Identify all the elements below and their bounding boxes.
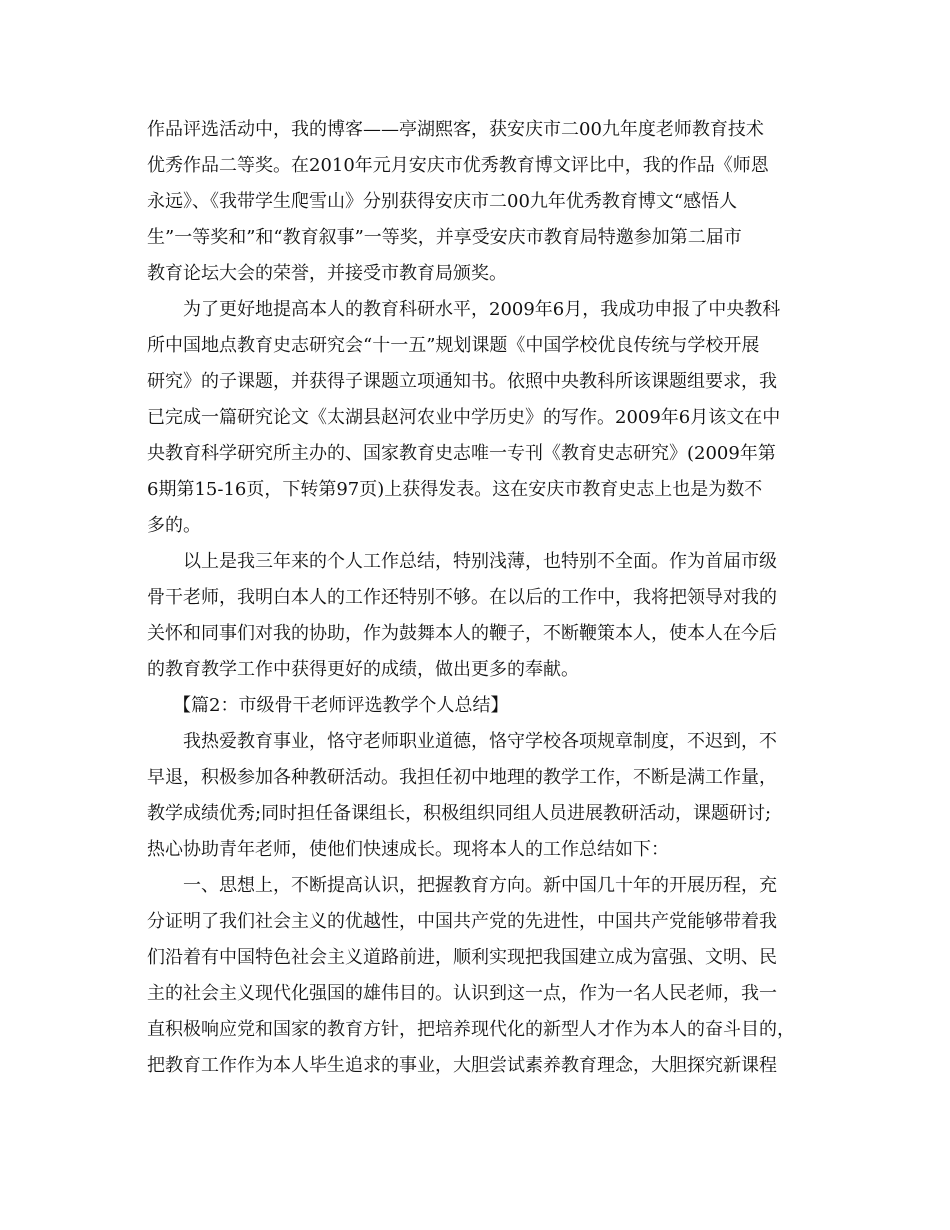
text-line: 骨干老师，我明白本人的工作还特别不够。在以后的工作中，我将把领导对我的 [147, 587, 777, 608]
text-line: 以上是我三年来的个人工作总结，特别浅薄，也特别不全面。作为首届市级 [183, 551, 777, 572]
text-line: 优秀作品二等奖。在2010年元月安庆市优秀教育博文评比中，我的作品《师恩 [147, 155, 769, 176]
text-line: 一、思想上，不断提高认识，把握教育方向。新中国几十年的开展历程，充 [183, 875, 777, 896]
text-line: 所中国地点教育史志研究会“十一五”规划课题《中国学校优良传统与学校开展 [147, 335, 760, 356]
text-line: 早退，积极参加各种教研活动。我担任初中地理的教学工作，不断是满工作量， [147, 767, 777, 788]
text-line: 们沿着有中国特色社会主义道路前进，顺利实现把我国建立成为富强、文明、民 [147, 947, 777, 968]
document-body [147, 112, 807, 1084]
text-line: 研究》的子课题，并获得子课题立项通知书。依照中央教科所该课题组要求，我 [147, 371, 777, 392]
text-line: 我热爱教育事业，恪守老师职业道德，恪守学校各项规章制度，不迟到，不 [183, 731, 777, 752]
text-line: 6期第15-16页，下转第97页)上获得发表。这在安庆市教育史志上也是为数不 [147, 479, 763, 500]
text-line: 永远》、《我带学生爬雪山》分别获得安庆市二00九年优秀教育博文“感悟人 [147, 191, 738, 212]
text-line: 热心协助青年老师，使他们快速成长。现将本人的工作总结如下： [147, 839, 669, 860]
text-line: 分证明了我们社会主义的优越性，中国共产党的先进性，中国共产党能够带着我 [147, 911, 777, 932]
text-line: 关怀和同事们对我的协助，作为鼓舞本人的鞭子，不断鞭策本人，使本人在今后 [147, 623, 777, 644]
text-line: 的教育教学工作中获得更好的成绩，做出更多的奉献。 [147, 659, 579, 680]
text-line: 已完成一篇研究论文《太湖县赵河农业中学历史》的写作。2009年6月该文在中 [147, 407, 781, 428]
text-line: 教育论坛大会的荣誉，并接受市教育局颁奖。 [147, 263, 507, 284]
text-line: 为了更好地提高本人的教育科研水平，2009年6月，我成功申报了中央教科 [183, 299, 781, 320]
text-line: 作品评选活动中，我的博客——亭湖熙客，获安庆市二00九年度老师教育技术 [147, 119, 764, 140]
section-heading: 【篇2：市级骨干老师评选教学个人总结】 [173, 695, 509, 716]
text-line: 直积极响应党和国家的教育方针，把培养现代化的新型人才作为本人的奋斗目的， [147, 1019, 795, 1040]
text-line: 多的。 [147, 515, 201, 536]
text-line: 教学成绩优秀;同时担任备课组长，积极组织同组人员进展教研活动，课题研讨; [147, 803, 772, 824]
text-line: 生”一等奖和”和“教育叙事”一等奖，并享受安庆市教育局特邀参加第二届市 [147, 227, 742, 248]
text-line: 央教育科学研究所主办的、国家教育史志唯一专刊《教育史志研究》(2009年第 [147, 443, 776, 464]
text-line: 把教育工作作为本人毕生追求的事业，大胆尝试素养教育理念，大胆探究新课程 [147, 1055, 777, 1076]
text-line: 主的社会主义现代化强国的雄伟目的。认识到这一点，作为一名人民老师，我一 [147, 983, 777, 1004]
